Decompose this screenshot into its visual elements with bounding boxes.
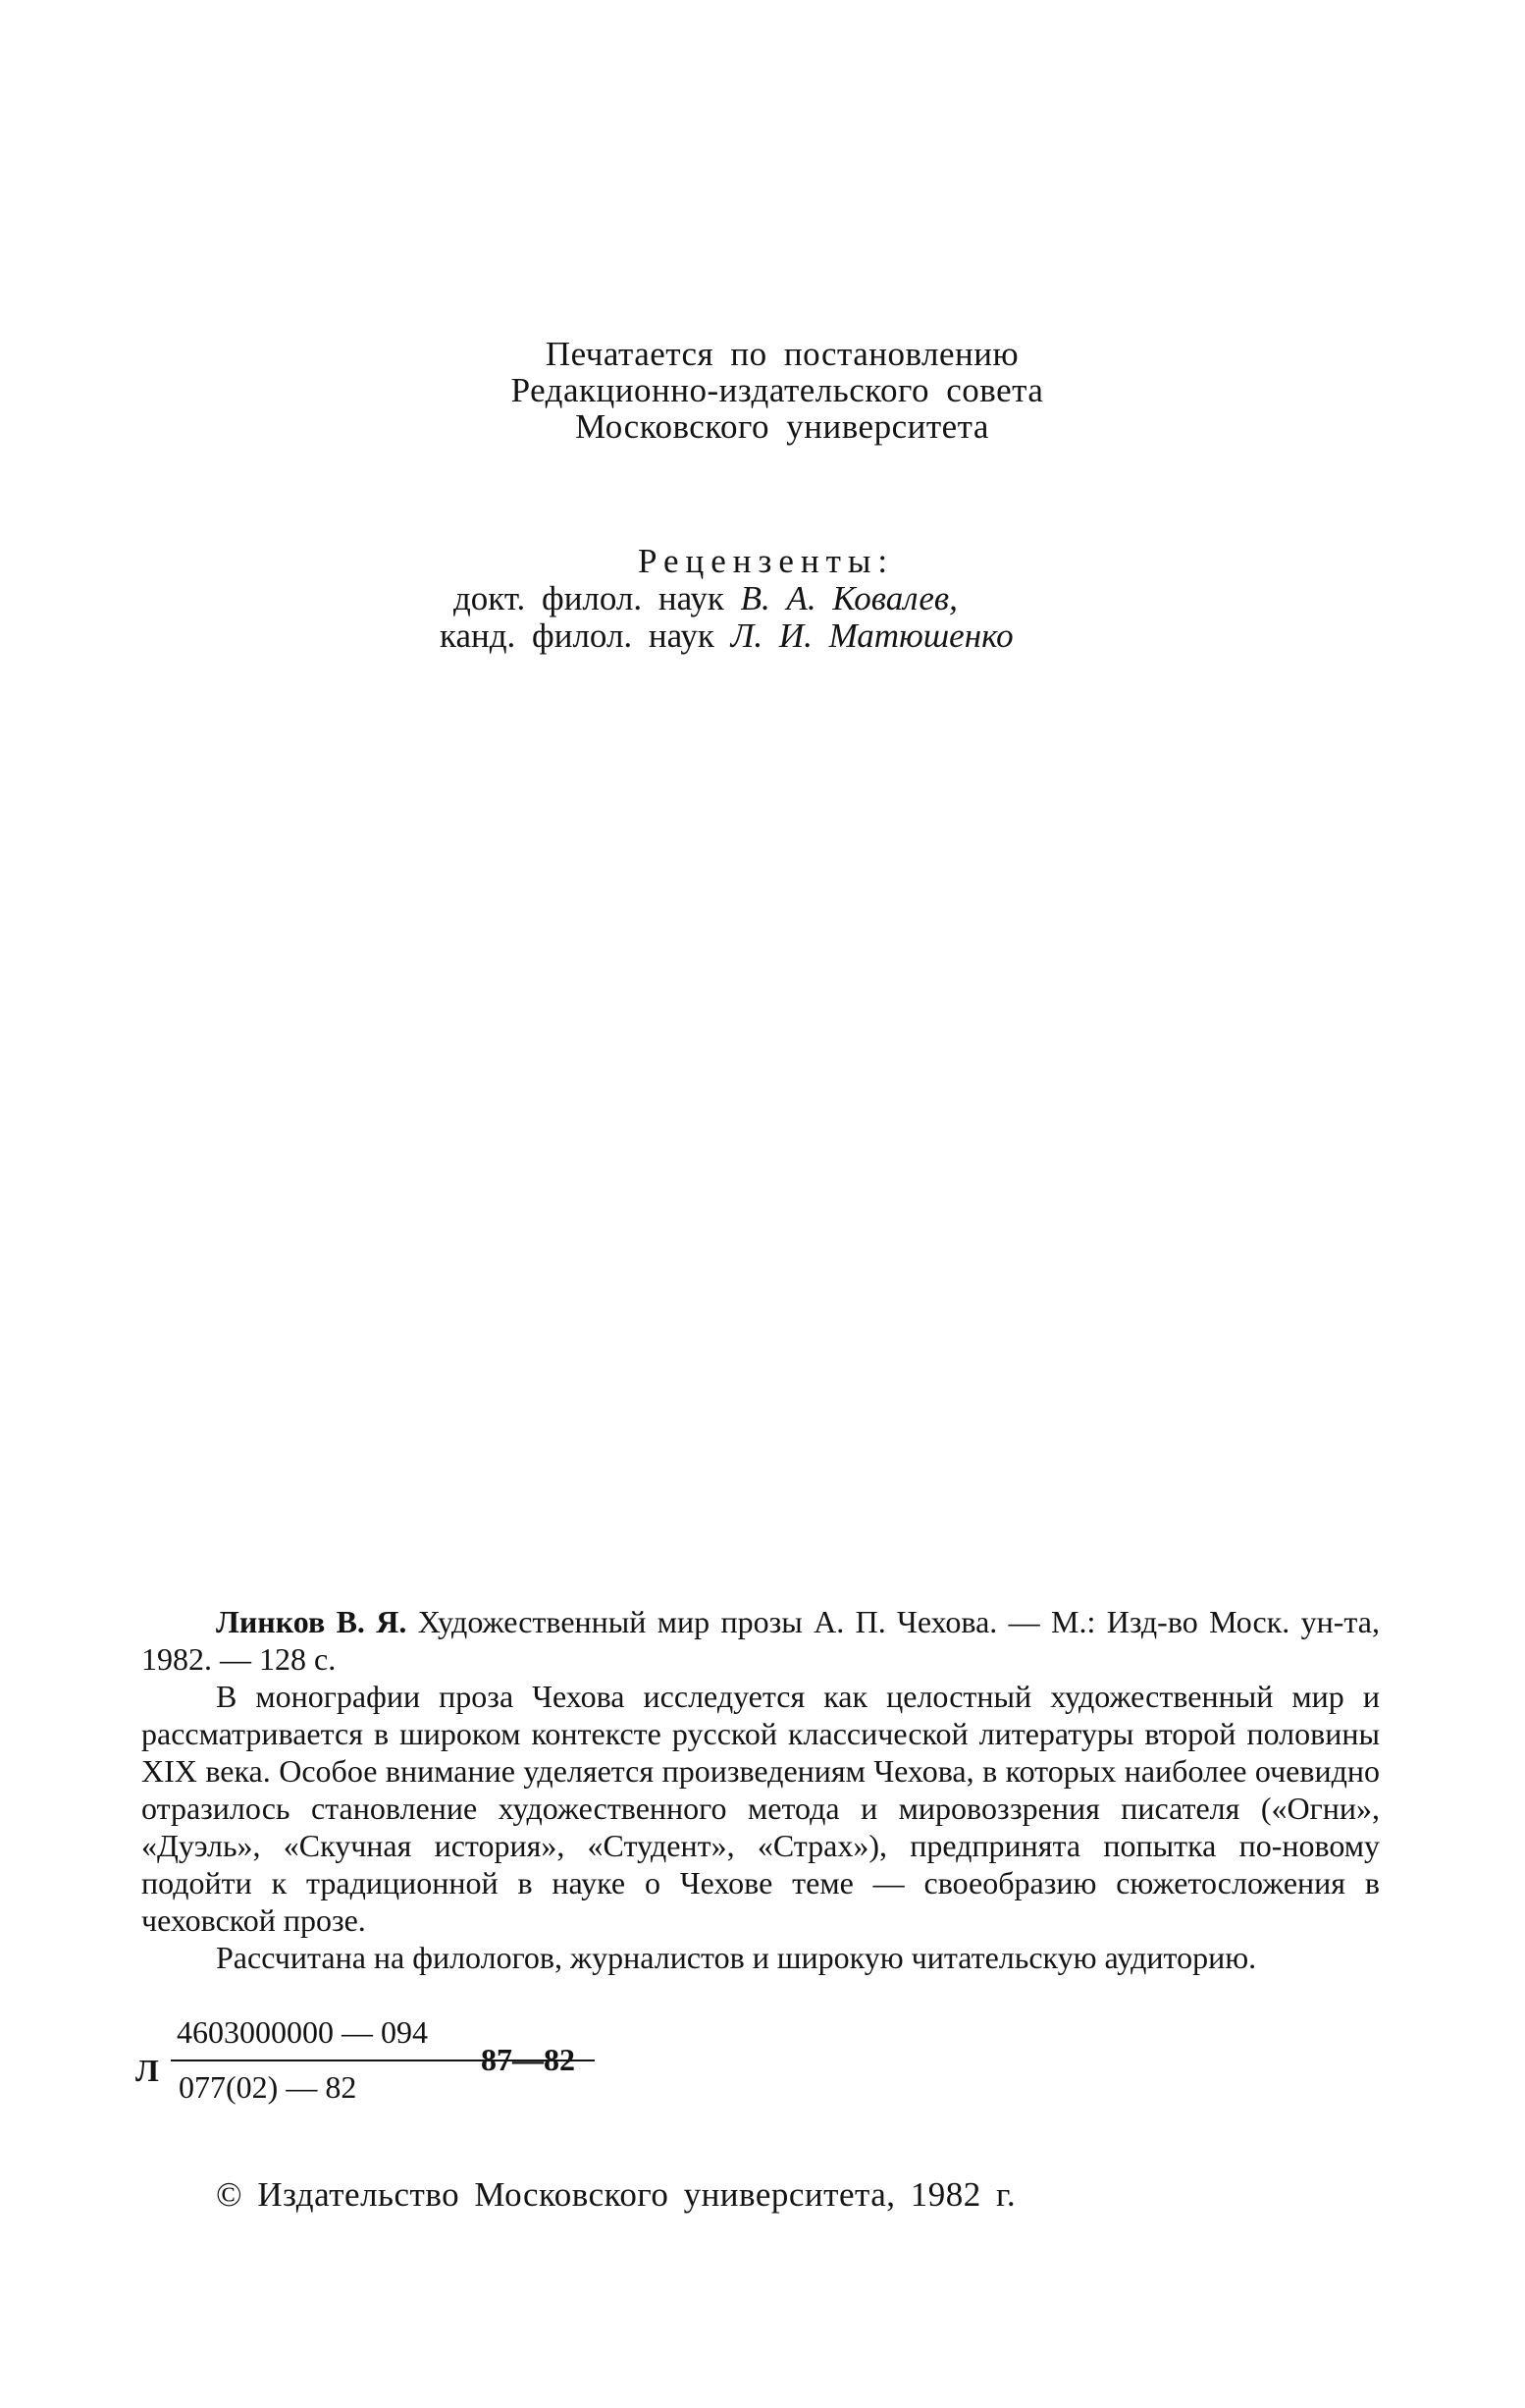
author-name: Линков В. Я. [216, 1604, 407, 1639]
reviewer-2 [440, 617, 1525, 655]
classification-index [135, 2014, 626, 2122]
bibliographic-abstract [141, 1603, 1380, 1976]
reviewers-block [0, 543, 1525, 655]
index-numerator: 4603000000 — 094 [177, 2014, 428, 2050]
reviewer-2-name: Л. И. Матюшенко [730, 616, 1014, 655]
citation-paragraph [141, 1603, 1380, 1678]
resolution-line-2: Редакционно-издательского совета [510, 371, 1044, 409]
reviewer-2-degree: канд. филол. наук [440, 616, 714, 655]
resolution-line-1: Печатается по постановлению [545, 335, 1020, 373]
resolution-line-3: Московского университета [575, 407, 989, 446]
index-denominator: 077(02) — 82 [179, 2069, 357, 2105]
publication-resolution [0, 336, 1525, 445]
description-paragraph: В монографии проза Чехова исследуется как целостный художественный мир и рассматривается в широком контексте русской классической литературы второй половины XIX века. Особое внимание уделяется произведениям Чехова, в которых наиболее очевидно отразилось становление художественного метода и мировоззрения писателя («Огни», «Дуэль», «Скучная история», «Студент», «Страх»), предпринята попытка по-новому подойти к традиционной в науке о Чехове теме — своеобразию сюжетосложения в чеховской прозе. [141, 1679, 1380, 1938]
reviewer-1-name: В. А. Ковалев, [740, 579, 958, 617]
reviewer-1-degree: докт. филол. наук [453, 579, 724, 617]
copyright-notice: © Издательство Московского университета, 1982 г. [216, 2175, 1017, 2214]
index-code: 87—82 [481, 2042, 575, 2077]
citation-text: Художественный мир прозы А. П. Чехова. — М.: Изд-во Моск. ун-та, 1982. — 128 с. [141, 1604, 1380, 1677]
reviewer-1 [453, 580, 1525, 617]
index-letter: Л [135, 2053, 159, 2088]
audience-paragraph: Рассчитана на филологов, журналистов и широкую читательскую аудиторию. [216, 1940, 1257, 1975]
reviewers-heading: Рецензенты: [638, 542, 895, 580]
